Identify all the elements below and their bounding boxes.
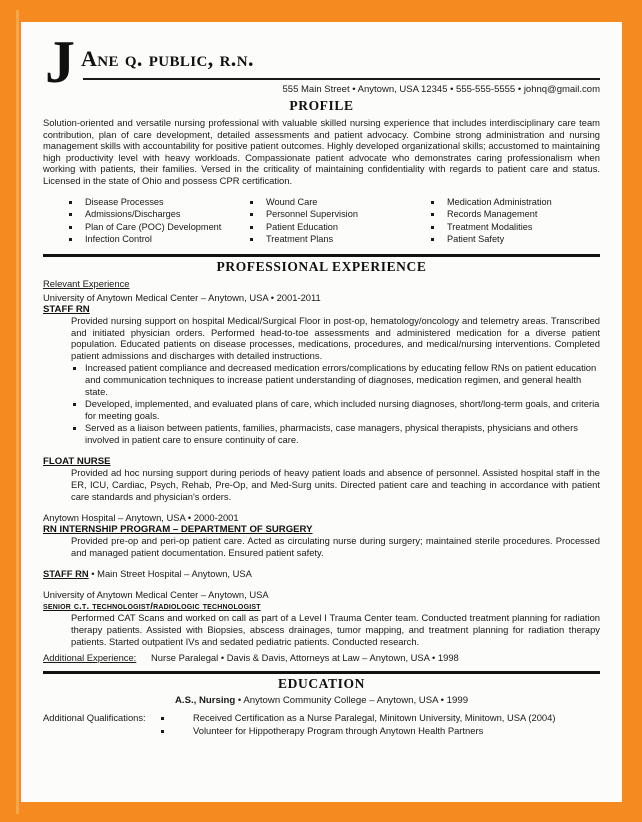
job-title-senior-ct-technologist: senior c.t. technologist/radiologic technologist <box>43 601 261 613</box>
job-bullets <box>43 362 600 445</box>
employer-name: University of Anytown Medical Center – Anytown, USA • 2001-2011 <box>43 291 321 303</box>
employer-name: Anytown Hospital – Anytown, USA • 2000-2001 <box>43 512 239 524</box>
skill-item: Personnel Supervision <box>238 208 419 221</box>
header-divider <box>83 78 600 80</box>
skill-item: Patient Education <box>238 221 419 234</box>
skill-item: Records Management <box>419 208 600 221</box>
job-title-float-nurse: FLOAT NURSE <box>43 456 111 468</box>
skill-item: Treatment Plans <box>238 233 419 246</box>
job-title-label: STAFF RN <box>43 568 89 580</box>
job-entry-staff-rn-main-street <box>43 568 600 579</box>
degree-details: • Anytown Community College – Anytown, USA • 1999 <box>235 695 469 707</box>
resume-page <box>21 22 622 802</box>
skills-column-3 <box>419 196 600 246</box>
additional-qualifications-label: Additional Qualifications: <box>43 712 146 724</box>
name-dropcap: J <box>45 29 75 95</box>
page-title: ane q. public, r.n. <box>81 46 254 71</box>
spacer <box>43 502 600 509</box>
list-item: Developed, implemented, and evaluated plans of care, which included nursing diagnoses, short/long-term goals, and criteria for meeting goals. <box>43 398 600 421</box>
skill-item: Admissions/Discharges <box>57 208 238 221</box>
skill-item: Patient Safety <box>419 233 600 246</box>
skill-item: Plan of Care (POC) Development <box>57 221 238 234</box>
additional-qualifications-row <box>43 712 600 737</box>
skill-item: Wound Care <box>238 196 419 209</box>
spacer <box>43 445 600 455</box>
job-title-staff-rn: STAFF RN <box>43 303 90 315</box>
profile-text: Solution-oriented and versatile nursing professional with valuable skilled nursing experience that includes interdisciplinary care team contribution, plan of care development, detailed assessments and patient advocacy. Combine strong administration and nursing management skills with accountability for positive patient outcomes. Highly developed organizational skills; accustomed to maintaining high productivity level with heavy workloads. Compassionate patient advocate who demonstrates caring professionalism when working with patients, their families. Versed in the criticality of maintaining confidentiality with regards to patient care and status. Licensed in the state of Ohio and possess CPR certification. <box>43 117 600 186</box>
profile-heading: PROFILE <box>289 98 354 113</box>
list-item: Received Certification as a Nurse Paralegal, Minitown University, Minitown, USA (2004) <box>161 712 600 725</box>
skills-columns <box>43 196 600 246</box>
contact-line: 555 Main Street • Anytown, USA 12345 • 555-555-5555 • johnq@gmail.com <box>282 84 600 95</box>
list-item: Served as a liaison between patients, families, pharmacists, case managers, physical therapists, physicians and others involved in patient care to ensure continuity of care. <box>43 422 600 445</box>
list-item: Increased patient compliance and decreased medication errors/complications by educating fellow RNs on patient education and communication techniques to increase patient understanding of diagnoses, medication regimen, and general health state. <box>43 362 600 397</box>
spacer <box>43 558 600 565</box>
additional-experience-value: Nurse Paralegal • Davis & Davis, Attorneys at Law – Anytown, USA • 1998 <box>151 652 459 664</box>
skill-item: Infection Control <box>57 233 238 246</box>
skill-item: Medication Administration <box>419 196 600 209</box>
education-degree <box>43 695 600 706</box>
additional-qualifications-list <box>161 712 600 737</box>
employer-name: University of Anytown Medical Center – Anytown, USA <box>43 589 269 601</box>
job-summary: Provided pre-op and peri-op patient care. Acted as circulating nurse during surgery; maintained sterile procedures. Processed and managed patient documentation. Ensured patient safety. <box>71 535 600 558</box>
resume-header <box>43 29 600 98</box>
list-item: Volunteer for Hippotherapy Program through Anytown Health Partners <box>161 725 600 738</box>
skills-column-1 <box>57 196 238 246</box>
job-summary: Provided nursing support on hospital Medical/Surgical Floor in post-op, hematology/oncology and telemetry areas. Transcribed and initiated physician orders. Performed head-to-toe assessments and administered medication for a diverse patient population. Educated patients on disease processes, medications, procedures, and medical/nursing interventions. Completed patient admissions and discharges with detailed instructions. <box>71 314 600 361</box>
spacer <box>43 579 600 586</box>
job-title-rn-internship: RN INTERNSHIP PROGRAM – DEPARTMENT OF SURGERY <box>43 524 313 536</box>
experience-heading: PROFESSIONAL EXPERIENCE <box>216 258 427 274</box>
relevant-experience-label: Relevant Experience <box>43 277 130 289</box>
skill-item: Treatment Modalities <box>419 221 600 234</box>
education-section-rule <box>43 671 600 674</box>
skills-column-2 <box>238 196 419 246</box>
additional-experience-label: Additional Experience: <box>43 652 137 664</box>
additional-experience-row <box>43 652 600 663</box>
education-heading: EDUCATION <box>278 676 365 692</box>
skill-item: Disease Processes <box>57 196 238 209</box>
employer-inline: • Main Street Hospital – Anytown, USA <box>88 568 252 580</box>
experience-section-rule <box>43 254 600 257</box>
degree-name: A.S., Nursing <box>174 695 236 707</box>
job-summary: Provided ad hoc nursing support during periods of heavy patient loads and absence of personnel. Assisted hospital staff in the ER, ICU, Cardiac, Psych, Rehab, Pre-Op, and Med-Surg units. Directed patient care and teaching in accordance with patient care standards and physician's orders. <box>71 467 600 502</box>
job-summary: Performed CAT Scans and worked on call as part of a Level I Trauma Center team. Conducted treatment planning for radiation therapy patients. Assisted with Biopsies, abscess drainages, tumor mapping, and treatment planning for radiation therapy patients. Started outpatient IVs and sedated pediatric patients. Conducted research. <box>71 612 600 647</box>
